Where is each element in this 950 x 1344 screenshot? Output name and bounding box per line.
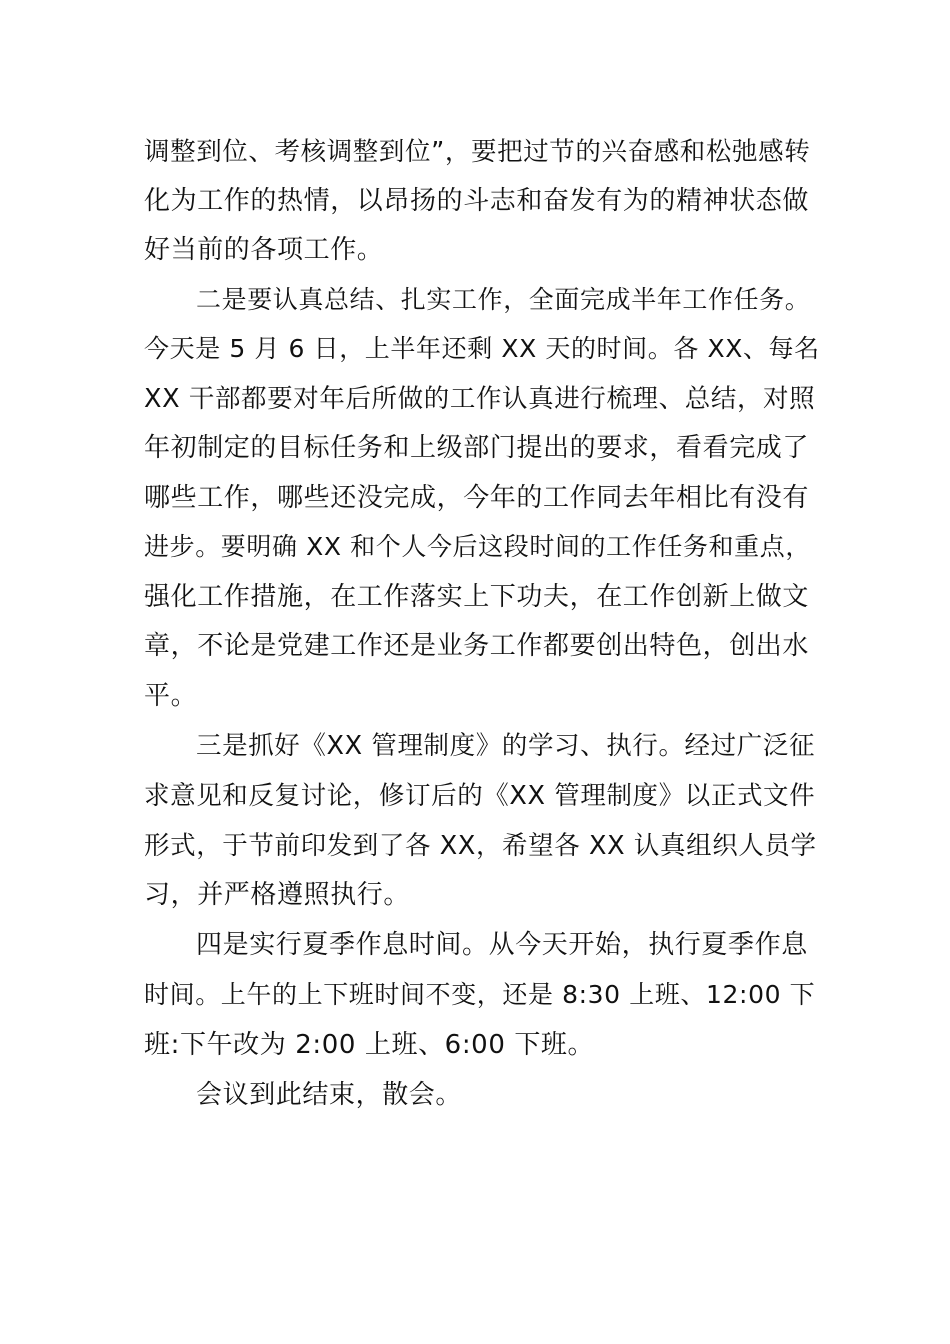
paragraph-line: 时间。上午的上下班时间不变，还是 8:30 上班、12:00 下 (144, 980, 816, 1009)
paragraph-line: 二是要认真总结、扎实工作，全面完成半年工作任务。 (196, 285, 811, 314)
paragraph-line: 四是实行夏季作息时间。从今天开始，执行夏季作息 (196, 930, 808, 960)
paragraph-line: 调整到位、考核调整到位”，要把过节的兴奋感和松弛感转 (144, 137, 811, 167)
paragraph-line: 好当前的各项工作。 (144, 235, 384, 265)
paragraph-line: 强化工作措施，在工作落实上下功夫，在工作创新上做文 (144, 582, 810, 612)
paragraph-line: 会议到此结束，散会。 (196, 1080, 463, 1110)
paragraph-line: 哪些工作，哪些还没完成，今年的工作同去年相比有没有 (144, 483, 810, 513)
paragraph-line: 今天是 5 月 6 日，上半年还剩 XX 天的时间。各 XX、每名 (144, 334, 820, 363)
paragraph-line: 班:下午改为 2:00 上班、6:00 下班。 (144, 1030, 595, 1060)
paragraph-line: 平。 (144, 681, 198, 711)
paragraph-line: 章，不论是党建工作还是业务工作都要创出特色，创出水 (144, 631, 810, 661)
paragraph-line: 求意见和反复讨论，修订后的《XX 管理制度》以正式文件 (144, 781, 816, 811)
paragraph-line: 形式，于节前印发到了各 XX，希望各 XX 认真组织人员学 (144, 831, 817, 861)
paragraph-line: 三是抓好《XX 管理制度》的学习、执行。经过广泛征 (196, 731, 816, 761)
paragraph-line: XX 干部都要对年后所做的工作认真进行梳理、总结，对照 (144, 384, 816, 414)
paragraph-line: 习，并严格遵照执行。 (144, 880, 411, 910)
paragraph-line: 进步。要明确 XX 和个人今后这段时间的工作任务和重点， (144, 532, 811, 561)
paragraph-line: 年初制定的目标任务和上级部门提出的要求，看看完成了 (144, 433, 810, 463)
paragraph-line: 化为工作的热情，以昂扬的斗志和奋发有为的精神状态做 (144, 186, 810, 216)
